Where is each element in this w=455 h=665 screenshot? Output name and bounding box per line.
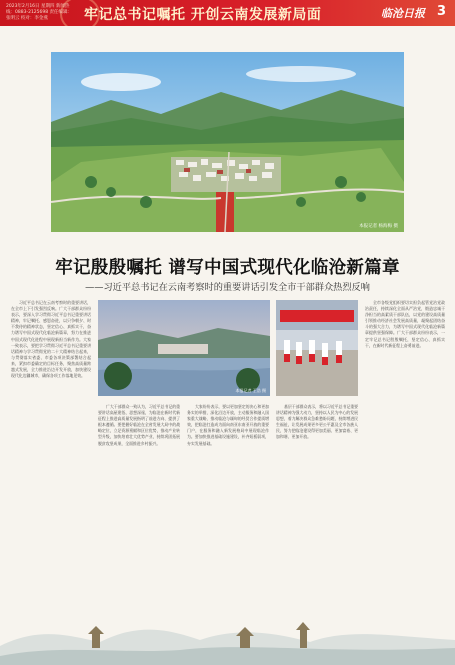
article-column-2 [98, 404, 180, 590]
section-headline: 牢记总书记嘱托 开创云南发展新局面 [84, 7, 322, 23]
column-text: 习近平总书记在云南考察时的重要讲话，在全市上下引发强烈反响。广大干部群众纷纷表示，要深入学习贯彻习近平总书记重要讲话精神，牢记嘱托、感恩奋进，以只争朝夕、时不我待的精神状态，坚定信心、真抓实干，奋力谱写中国式现代化临沧新篇章，努力在推进中国式现代化进程中展现新担当新作为。大家一致表示，要把学习贯彻习近平总书记重要讲话精神与学习贯彻党的二十大精神结合起来，与贯彻落实省委、市委各项决策部署结合起来，紧扣市委确定的目标任务，聚焦高质量跨越式发展，全力推进沿边开发开放，加快建设现代化边疆城市，确保各项工作落地见效。 [11, 300, 91, 379]
article-title: 牢记殷殷嘱托 谱写中国式现代化临沧新篇章 [55, 258, 400, 278]
article-column-1 [11, 300, 91, 590]
lake-landscape-illustration [98, 300, 270, 396]
aerial-village-illustration [51, 52, 404, 232]
article-column-5 [365, 300, 445, 590]
masthead-banner [0, 0, 455, 26]
column-text: 全市各级党组织要切实担负起管党治党政治责任，持续深化全面从严治党，锻造忠诚干净担当的高素质干部队伍，以党的建设高质量引领推动经济社会发展高质量，凝聚起团结奋斗的强大合力，为谱写中国式现代化临沧新篇章提供坚强保障。广大干部群众纷纷表示，一定牢记总书记殷殷嘱托，坚定信心、真抓实干，在新时代新征程上奋勇前进。 [365, 300, 445, 348]
hero-photo-credit: 本报记者 杨海梅 摄 [359, 224, 398, 229]
hero-photo [51, 52, 404, 232]
newspaper-logo: 临沧日报 [381, 7, 425, 20]
page-number: 3 [436, 4, 446, 19]
parade-photo [276, 300, 358, 396]
column-text: 大家纷纷表示，要以更加坚定的决心和更加务实的举措，深化沿边开放，主动服务和融入国家重大战略，推动临沧与缅甸的经贸合作提质增效，把临沧打造成为面向南亚东南亚开放的重要门户，在服务和融入新发展格局中展现临沧作为。要加快推进基础设施建设，补齐短板弱项，夯实发展基础。 [187, 404, 269, 446]
article-column-4 [276, 404, 358, 590]
column-text: 基层干部群众表示，将以习近平总书记重要讲话精神为强大动力，坚持以人民为中心的发展思想，着力解决群众急难愁盼问题，持续增进民生福祉，让发展成果更多更公平惠及全市各族人民，努力把临沧建设得更加美丽、更加富裕、更加和谐、更加开放。 [276, 404, 358, 440]
lake-photo-credit: 本报记者 王浩 摄 [235, 388, 266, 393]
issue-meta: 2023年2月16日 星期四 新闻热线：0883-2125698 责任编辑：张明云 校对：李金燕 [6, 4, 73, 21]
parade-illustration [276, 300, 358, 396]
ink-landscape-ornament [0, 596, 455, 665]
lake-city-photo [98, 300, 270, 396]
article-column-3 [187, 404, 269, 590]
article-subtitle: ——习近平总书记在云南考察时的重要讲话引发全市干部群众热烈反响 [85, 282, 370, 293]
column-text: 广大干部群众一致认为，习近平总书记的重要讲话高屋建瓴、思想深邃，为临沧在新时代新征程上推进高质量发展指明了前进方向、提供了根本遵循。要把握好临沧在全省发展大局中的战略定位，立足资源禀赋和区位优势，推动产业转型升级，加快培育壮大优势产业，持续巩固拓展脱贫攻坚成果，全面推进乡村振兴。 [98, 404, 180, 446]
